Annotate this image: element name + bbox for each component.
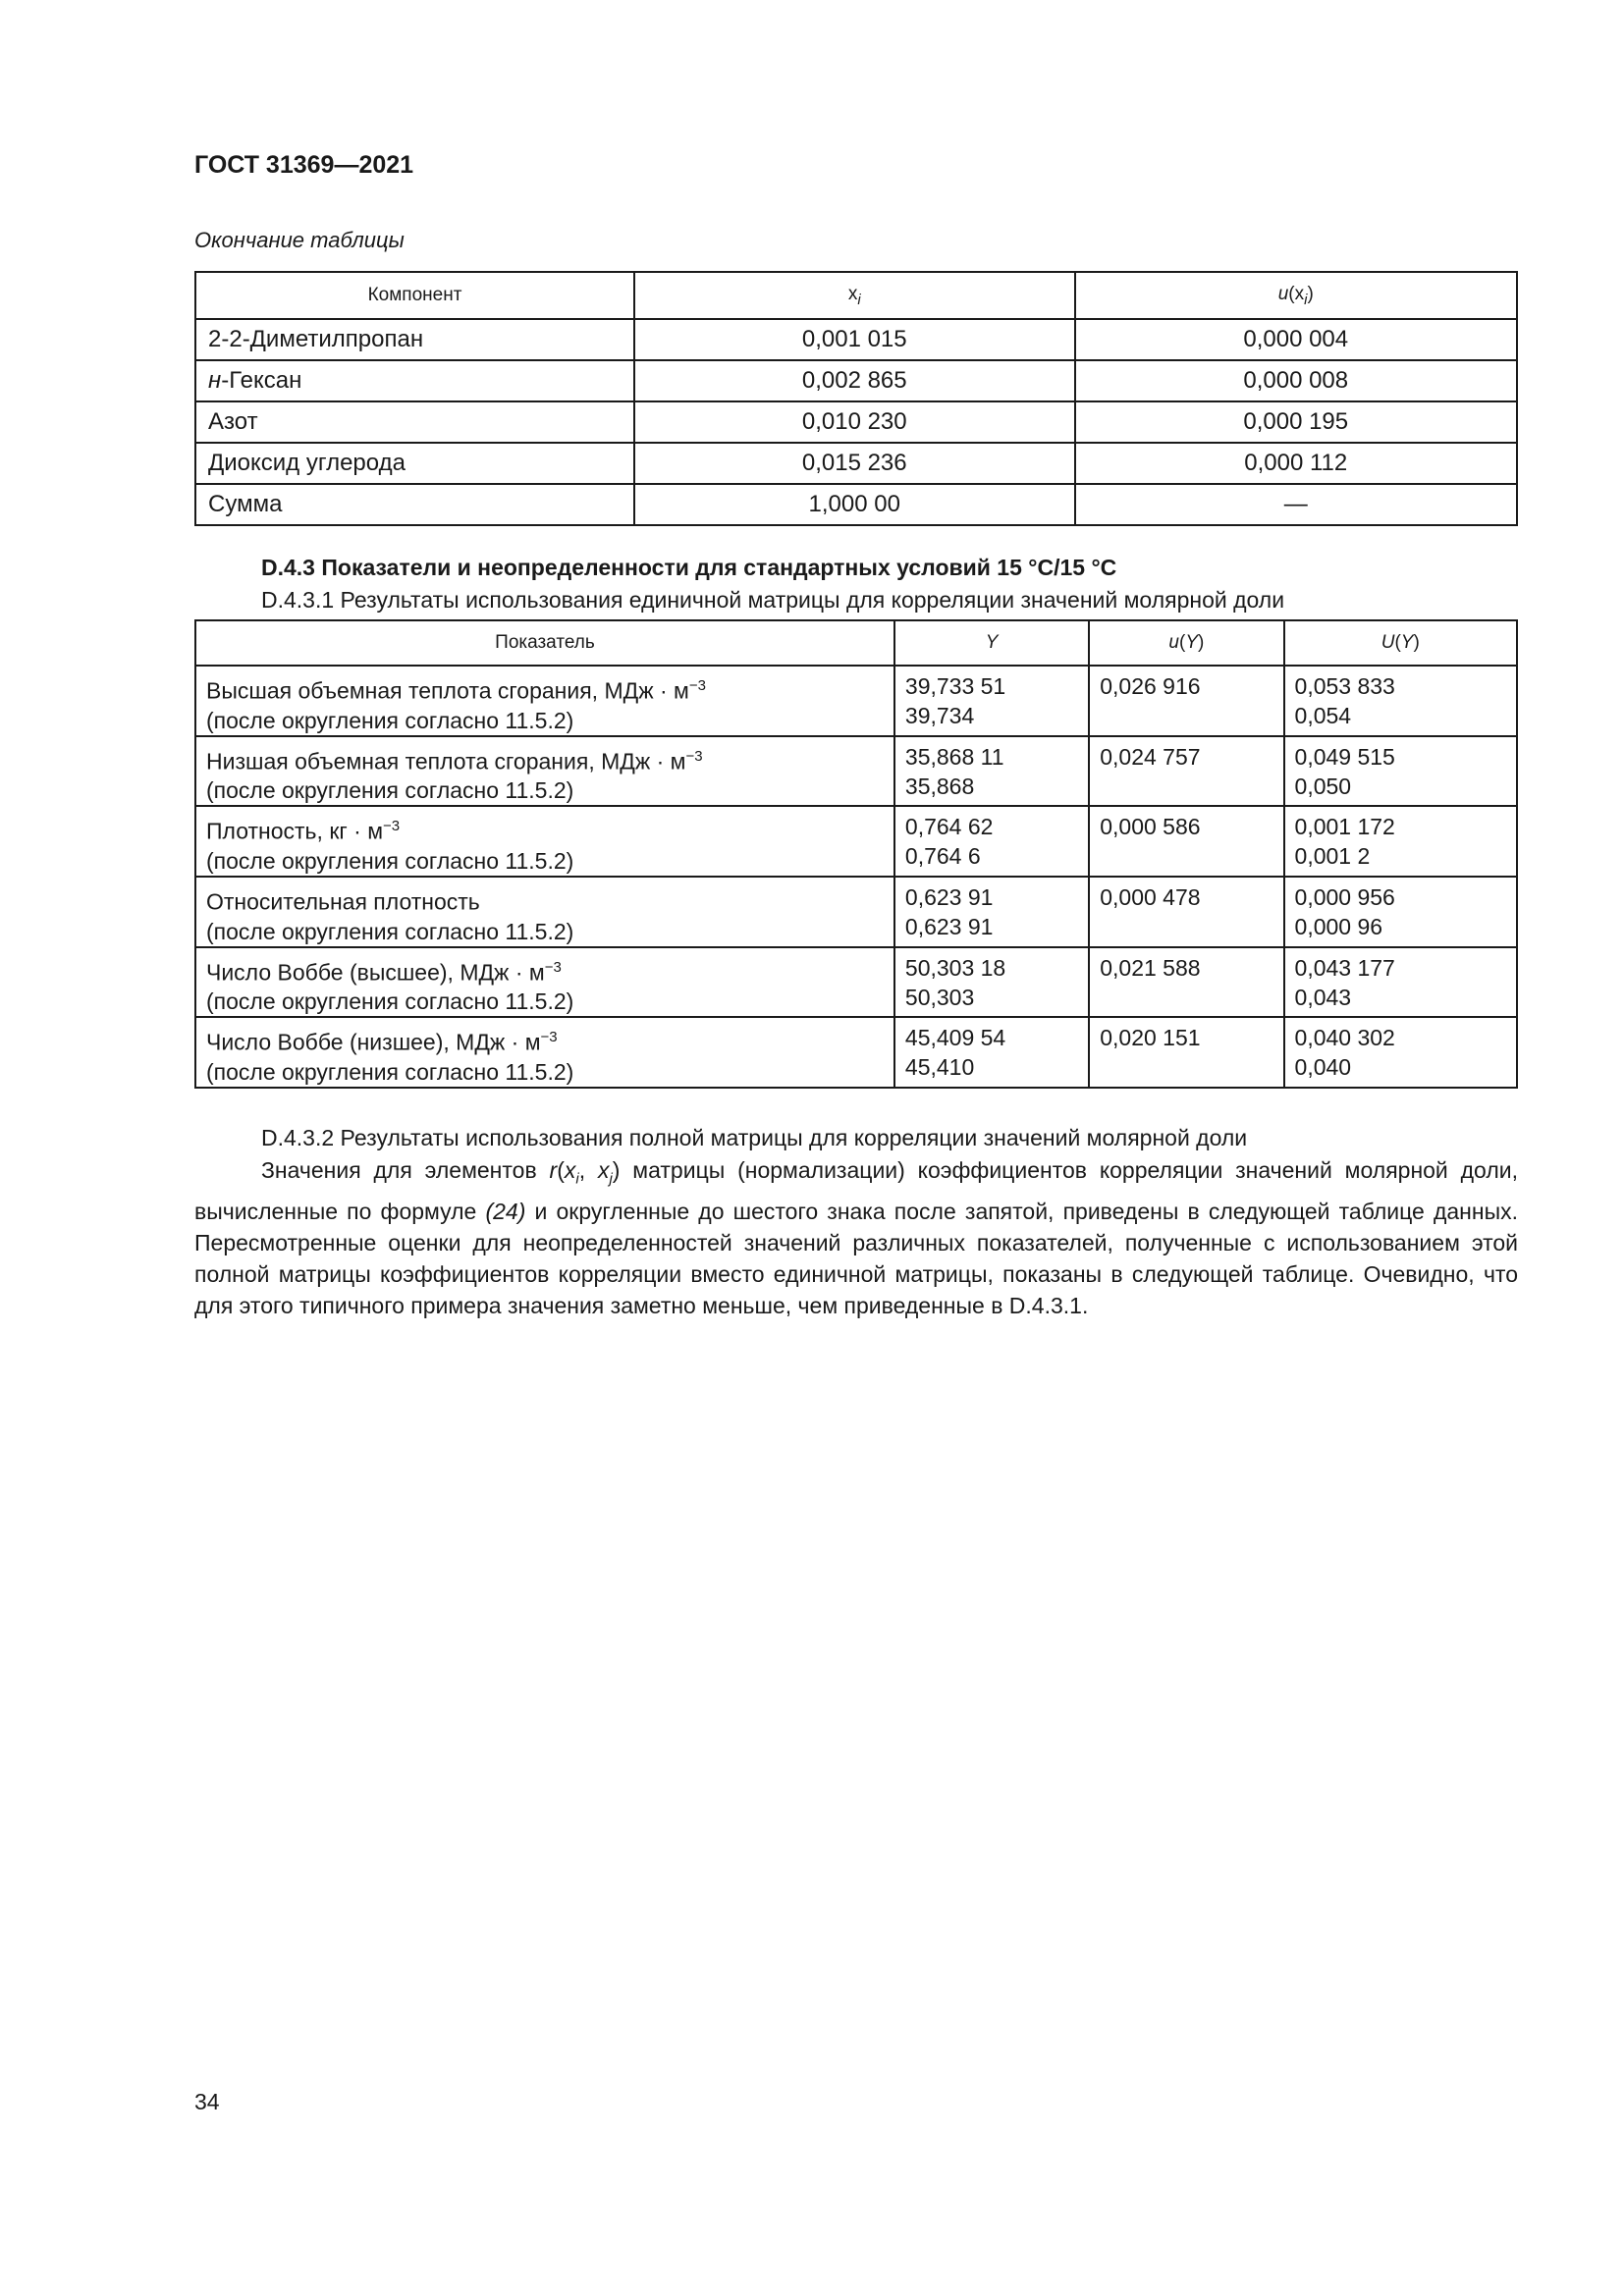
paragraph-heading: D.4.3.2 Результаты использования полной матрицы для корреляции значений молярной доли — [261, 1125, 1248, 1150]
header-big-uy: U(Y) — [1284, 620, 1517, 666]
indicator-name: Высшая объемная теплота сгорания, МДж · $м^{-3}$ (после округления согласно 11.5.2) — [195, 666, 894, 736]
table-row — [195, 484, 1517, 525]
indicator-big-uy: 0,049 515 0,050 — [1284, 736, 1517, 807]
header-component: Компонент — [195, 272, 634, 319]
component-name: Сумма — [195, 484, 634, 525]
page-number: 34 — [194, 2089, 220, 2114]
table-caption: Окончание таблицы — [194, 228, 405, 252]
table-row — [195, 401, 1517, 443]
indicator-name: Число Воббе (высшее), МДж · $м^{-3}$ (после округления согласно 11.5.2) — [195, 947, 894, 1018]
component-name: Диоксид углерода — [195, 443, 634, 484]
table-row — [195, 360, 1517, 401]
header-uxi: $u(x_i)$ — [1075, 272, 1518, 319]
indicator-y: 39,733 51 39,734 — [894, 666, 1089, 736]
indicator-name: Число Воббе (низшее), МДж · $м^{-3}$ (после округления согласно 11.5.2) — [195, 1017, 894, 1088]
table-row — [195, 736, 1517, 807]
indicator-big-uy: 0,040 302 0,040 — [1284, 1017, 1517, 1088]
table-row — [195, 319, 1517, 360]
indicator-big-uy: 0,053 833 0,054 — [1284, 666, 1517, 736]
component-name: Азот — [195, 401, 634, 443]
component-x: 0,002 865 — [634, 360, 1075, 401]
indicator-big-uy: 0,043 177 0,043 — [1284, 947, 1517, 1018]
indicator-uy: 0,021 588 — [1089, 947, 1283, 1018]
table-header-row — [195, 620, 1517, 666]
table-row — [195, 806, 1517, 877]
header-indicator: Показатель — [195, 620, 894, 666]
component-x: 0,010 230 — [634, 401, 1075, 443]
component-u: 0,000 112 — [1075, 443, 1518, 484]
formula-reference[interactable]: (24) — [485, 1198, 526, 1224]
component-name: 2-2-Диметилпропан — [195, 319, 634, 360]
paragraph-body: Значения для элементов $r(x_i$, $x_j$) матрицы (нормализации) коэффициентов корреляции значений молярной доли, вычисленные по формуле (24) и округленные до шестого знака после запятой, приведены в следующей таблице данных. Пересмотренные оценки для неопределенностей значений различных показателей, полученные с использованием этой полной матрицы коэффициентов корреляции вместо единичной матрицы, показаны в следующей таблице. Очевидно, что для этого типичного примера значения заметно меньше, чем приведенные в D.4.3.1. — [194, 1157, 1519, 1318]
header-uy: u(Y) — [1089, 620, 1283, 666]
table-row — [195, 877, 1517, 947]
indicator-y: 50,303 18 50,303 — [894, 947, 1089, 1018]
indicator-name: Относительная плотность (после округления согласно 11.5.2) — [195, 877, 894, 947]
table-row — [195, 1017, 1517, 1088]
indicators-table — [194, 619, 1518, 1089]
indicator-big-uy: 0,001 172 0,001 2 — [1284, 806, 1517, 877]
component-u: 0,000 008 — [1075, 360, 1518, 401]
indicator-uy: 0,000 478 — [1089, 877, 1283, 947]
indicator-name: Плотность, кг · $м^{-3}$ (после округления согласно 11.5.2) — [195, 806, 894, 877]
indicator-uy: 0,026 916 — [1089, 666, 1283, 736]
indicator-uy: 0,000 586 — [1089, 806, 1283, 877]
table-row — [195, 666, 1517, 736]
header-y: Y — [894, 620, 1089, 666]
component-x: 1,000 00 — [634, 484, 1075, 525]
component-x: 0,001 015 — [634, 319, 1075, 360]
indicator-y: 35,868 11 35,868 — [894, 736, 1089, 807]
component-u: 0,000 004 — [1075, 319, 1518, 360]
component-u: — — [1075, 484, 1518, 525]
document-code: ГОСТ 31369—2021 — [194, 151, 414, 179]
subsection-heading: D.4.3.1 Результаты использования единичной матрицы для корреляции значений молярной доли — [261, 587, 1285, 613]
indicator-uy: 0,020 151 — [1089, 1017, 1283, 1088]
indicator-y: 0,623 91 0,623 91 — [894, 877, 1089, 947]
header-xi: $x_i$ — [634, 272, 1075, 319]
indicator-name: Низшая объемная теплота сгорания, МДж · $м^{-3}$ (после округления согласно 11.5.2) — [195, 736, 894, 807]
table-row — [195, 947, 1517, 1018]
component-u: 0,000 195 — [1075, 401, 1518, 443]
indicator-big-uy: 0,000 956 0,000 96 — [1284, 877, 1517, 947]
section-heading: D.4.3 Показатели и неопределенности для стандартных условий 15 °С/15 °С — [261, 555, 1117, 580]
indicator-y: 45,409 54 45,410 — [894, 1017, 1089, 1088]
component-name: н-Гексан — [195, 360, 634, 401]
components-table — [194, 271, 1518, 526]
indicator-uy: 0,024 757 — [1089, 736, 1283, 807]
component-x: 0,015 236 — [634, 443, 1075, 484]
table-row — [195, 443, 1517, 484]
table-header-row — [195, 272, 1517, 319]
indicator-y: 0,764 62 0,764 6 — [894, 806, 1089, 877]
